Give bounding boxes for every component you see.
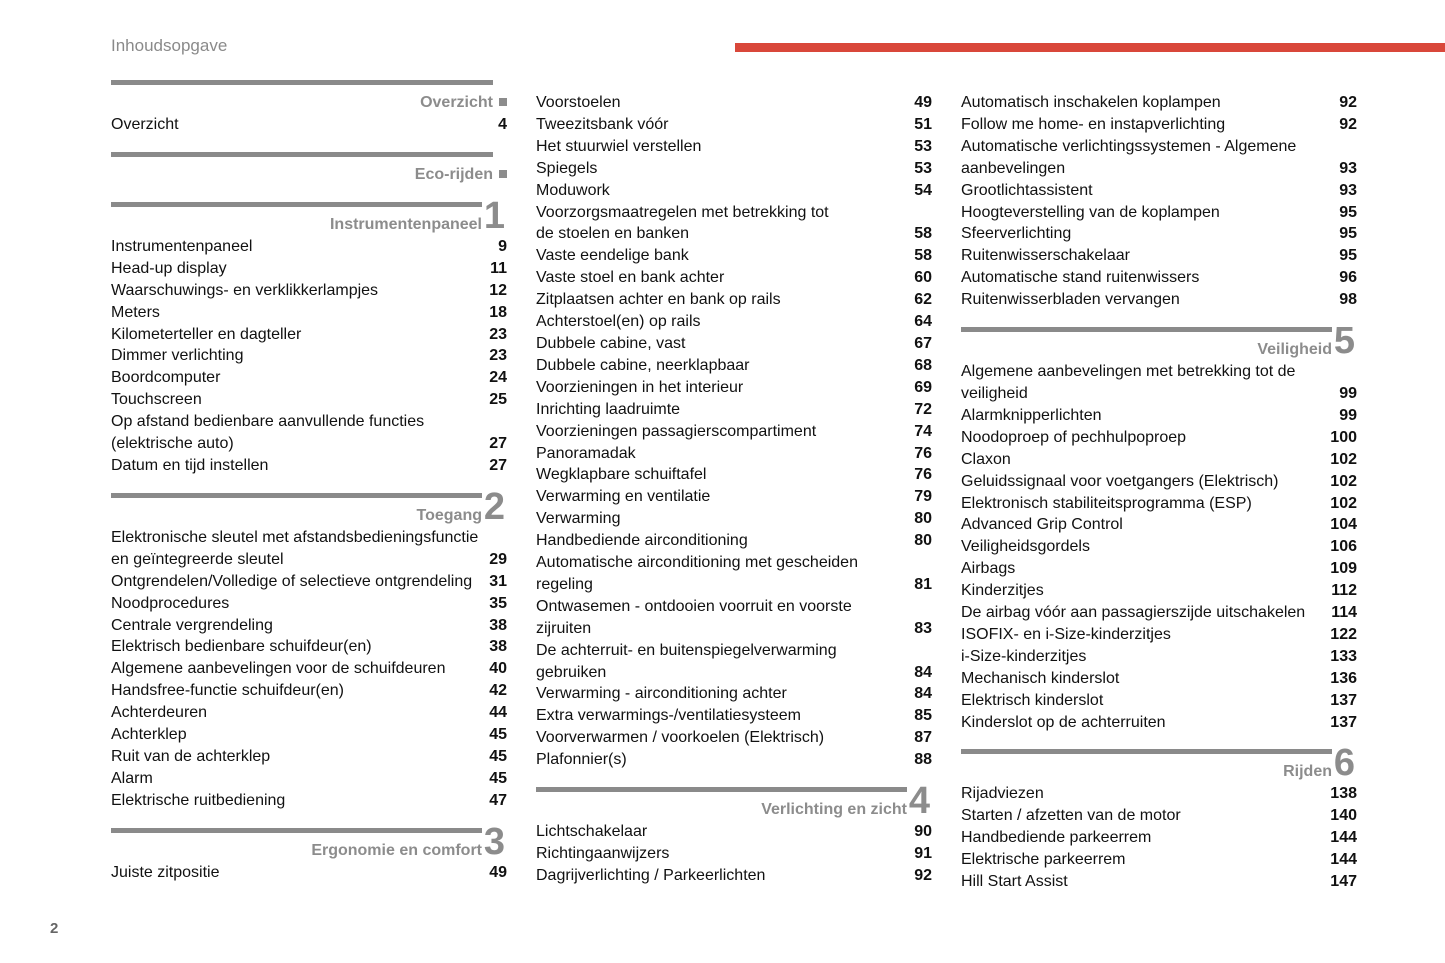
section-header <box>111 152 507 186</box>
toc-entry-page: 60 <box>914 269 932 287</box>
toc-entry[interactable] <box>961 361 1357 405</box>
toc-entry-title: Automatisch inschakelen koplampen <box>961 94 1221 111</box>
toc-entry[interactable] <box>961 827 1357 849</box>
toc-entry-title: Claxon <box>961 450 1011 468</box>
toc-entry[interactable] <box>536 843 932 865</box>
toc-entry[interactable] <box>961 449 1357 471</box>
toc-entry-page: 102 <box>1330 494 1357 512</box>
toc-entry[interactable] <box>536 355 932 377</box>
toc-entry-title: Elektronische sleutel met afstandsbedieningsfunctie en geïntegreerde sleutel <box>111 528 479 568</box>
toc-entry-page: 45 <box>489 769 507 787</box>
section-title[interactable]: Verlichting en zicht <box>761 801 907 819</box>
toc-entry-title: ISOFIX- en i-Size-kinderzitjes <box>961 625 1171 643</box>
toc-entry-title: Handsfree-functie schuifdeur(en) <box>111 682 345 700</box>
toc-entry-title: Geluidssignaal voor voetgangers (Elektrisch) <box>961 472 1279 490</box>
toc-entry-page: 31 <box>489 572 507 590</box>
toc-entry-page: 69 <box>914 378 932 396</box>
toc-entry-page: 80 <box>914 532 932 550</box>
toc-entry-page: 122 <box>1330 625 1357 643</box>
accent-bar <box>735 43 1445 52</box>
toc-entry-title: Verwarming <box>536 510 621 528</box>
toc-entry-page: 51 <box>914 115 932 133</box>
toc-entry-page: 93 <box>1339 159 1357 177</box>
toc-entry[interactable] <box>961 136 1357 180</box>
toc-entry-title: Noodoproep of pechhulpoproep <box>961 428 1187 446</box>
toc-entry-title: Head-up display <box>111 259 227 277</box>
toc-entry-title: Elektrische parkeerrem <box>961 851 1126 869</box>
toc-entry-title: Inrichting laadruimte <box>536 400 681 418</box>
toc-entry-page: 74 <box>914 422 932 440</box>
toc-entry[interactable] <box>536 865 932 887</box>
toc-entry-title: Dagrijverlichting / Parkeerlichten <box>536 866 766 884</box>
toc-entry[interactable] <box>961 514 1357 536</box>
toc-entry-page: 27 <box>489 456 507 474</box>
toc-entry-page: 98 <box>1339 291 1357 309</box>
toc-entry-page: 23 <box>489 325 507 343</box>
toc-entry-title: Hill Start Assist <box>961 873 1068 891</box>
toc-entry-title: Juiste zitpositie <box>111 863 220 881</box>
section-header <box>961 742 1357 785</box>
toc-column-3 <box>961 92 1357 893</box>
toc-entry[interactable] <box>111 658 507 680</box>
toc-entry-page: 83 <box>914 619 932 637</box>
toc-entry-page: 76 <box>914 466 932 484</box>
toc-entry-title: Wegklapbare schuiftafel <box>536 466 707 484</box>
toc-entry[interactable] <box>536 158 932 180</box>
toc-entry-title: Voorstoelen <box>536 94 621 111</box>
toc-entry-title: Voorzieningen passagierscompartiment <box>536 422 817 440</box>
toc-entry[interactable] <box>536 443 932 465</box>
toc-entry[interactable] <box>111 324 507 346</box>
toc-entry-page: 47 <box>489 791 507 809</box>
toc-entry-title: Kinderslot op de achterruiten <box>961 713 1166 731</box>
toc-entry-title: Sfeerverlichting <box>961 225 1072 243</box>
toc-entry-title: Ontgrendelen/Volledige of selectieve ontgrendeling <box>111 572 473 590</box>
toc-entry-page: 9 <box>498 237 507 255</box>
toc-entry[interactable] <box>536 202 932 246</box>
toc-entry-page: 38 <box>489 616 507 634</box>
toc-entry-page: 67 <box>914 334 932 352</box>
toc-entry[interactable] <box>536 705 932 727</box>
toc-entry-page: 106 <box>1330 538 1357 556</box>
square-marker-icon <box>499 170 507 178</box>
toc-entry-page: 44 <box>489 704 507 722</box>
toc-entry-title: Voorverwarmen / voorkoelen (Elektrisch) <box>536 729 825 747</box>
toc-entry-title: Op afstand bedienbare aanvullende functies (elektrische auto) <box>111 413 425 453</box>
section-rule <box>111 80 493 85</box>
toc-entry-page: 104 <box>1330 516 1357 534</box>
section-rule <box>961 327 1332 332</box>
toc-entry-title: Extra verwarmings-/ventilatiesysteem <box>536 707 801 725</box>
page-header-title: Inhoudsopgave <box>111 36 228 55</box>
toc-entry[interactable] <box>536 749 932 771</box>
toc-entry-title: Waarschuwings- en verklikkerlampjes <box>111 281 379 299</box>
toc-entry-page: 109 <box>1330 560 1357 578</box>
toc-entry-page: 92 <box>1339 115 1357 133</box>
toc-entry-title: Panoramadak <box>536 444 636 462</box>
toc-entry-page: 45 <box>489 726 507 744</box>
toc-entry-page: 136 <box>1330 669 1357 687</box>
toc-entry-title: Touchscreen <box>111 391 202 409</box>
toc-entry-title: Kilometerteller en dagteller <box>111 325 302 343</box>
section-header <box>111 485 507 528</box>
toc-entry[interactable] <box>111 280 507 302</box>
toc-entry[interactable] <box>536 92 932 114</box>
toc-entry-title: Automatische stand ruitenwissers <box>961 269 1200 287</box>
toc-entry-page: 58 <box>914 247 932 265</box>
toc-entry-title: Grootlichtassistent <box>961 181 1093 199</box>
toc-entry-page: 92 <box>914 866 932 884</box>
toc-entry-title: Verwarming en ventilatie <box>536 488 711 506</box>
toc-entry[interactable] <box>961 427 1357 449</box>
section-title[interactable]: Rijden <box>1283 763 1332 781</box>
toc-entry[interactable] <box>536 377 932 399</box>
toc-entry-page: 80 <box>914 510 932 528</box>
toc-entry-title: Airbags <box>961 560 1016 578</box>
toc-entry[interactable] <box>961 849 1357 871</box>
toc-entry-title: Starten / afzetten van de motor <box>961 807 1181 825</box>
toc-entry-title: De achterruit- en buitenspiegelverwarming gebruiken <box>536 641 837 681</box>
toc-entry[interactable] <box>111 724 507 746</box>
chapter-number: 2 <box>483 485 505 528</box>
toc-entry[interactable] <box>961 471 1357 493</box>
toc-entry-title: Boordcomputer <box>111 369 221 387</box>
toc-entry-title: Achterstoel(en) op rails <box>536 313 701 331</box>
toc-entry[interactable] <box>961 223 1357 245</box>
toc-entry-title: Elektrisch bedienbare schuifdeur(en) <box>111 638 372 656</box>
section-header <box>111 80 507 114</box>
toc-entry-title: Mechanisch kinderslot <box>961 669 1120 687</box>
toc-entry[interactable] <box>961 180 1357 202</box>
section-rule <box>111 152 493 157</box>
toc-entry-title: Noodprocedures <box>111 594 230 612</box>
toc-entry-page: 87 <box>914 729 932 747</box>
toc-entry[interactable] <box>961 646 1357 668</box>
toc-entry-title: Handbediende parkeerrem <box>961 829 1152 847</box>
toc-entry[interactable] <box>961 558 1357 580</box>
toc-entry[interactable] <box>111 593 507 615</box>
toc-entry-title: Follow me home- en instapverlichting <box>961 115 1226 133</box>
toc-entry[interactable] <box>961 114 1357 136</box>
toc-entry-title: Automatische verlichtingssystemen - Algemene aanbevelingen <box>961 137 1297 177</box>
toc-entry-page: 58 <box>914 225 932 243</box>
toc-entry-title: Ruitenwisserschakelaar <box>961 247 1130 265</box>
toc-entry-title: Advanced Grip Control <box>961 516 1123 534</box>
toc-entry[interactable] <box>111 702 507 724</box>
toc-entry-title: Ontwasemen - ontdooien voorruit en voorste zijruiten <box>536 597 852 637</box>
toc-entry[interactable] <box>111 345 507 367</box>
toc-entry-title: Moduwork <box>536 181 610 199</box>
toc-entry[interactable] <box>536 640 932 684</box>
toc-entry-page: 49 <box>489 863 507 881</box>
chapter-number: 4 <box>908 780 930 823</box>
toc-column-1 <box>111 64 507 884</box>
toc-entry[interactable] <box>111 114 507 136</box>
toc-entry[interactable] <box>536 245 932 267</box>
toc-entry-title: De airbag vóór aan passagierszijde uitschakelen <box>961 604 1306 622</box>
toc-entry-page: 137 <box>1330 691 1357 709</box>
toc-entry-page: 27 <box>489 435 507 453</box>
chapter-number: 5 <box>1333 320 1355 363</box>
toc-entry-page: 102 <box>1330 472 1357 490</box>
toc-entry-page: 95 <box>1339 247 1357 265</box>
toc-entry-page: 29 <box>489 550 507 568</box>
section-header <box>536 780 932 823</box>
toc-entry[interactable] <box>536 508 932 530</box>
toc-entry-page: 38 <box>489 638 507 656</box>
toc-entry-title: Lichtschakelaar <box>536 823 648 841</box>
section-header <box>111 820 507 863</box>
toc-entry-title: Instrumentenpaneel <box>111 237 253 255</box>
toc-entry[interactable] <box>536 596 932 640</box>
toc-entry[interactable] <box>111 636 507 658</box>
toc-entry-page: 90 <box>914 823 932 841</box>
toc-entry[interactable] <box>536 821 932 843</box>
toc-entry[interactable] <box>536 727 932 749</box>
toc-entry-page: 62 <box>914 291 932 309</box>
toc-entry[interactable] <box>961 267 1357 289</box>
toc-entry-title: Vaste stoel en bank achter <box>536 269 725 287</box>
toc-entry-page: 133 <box>1330 647 1357 665</box>
toc-entry-page: 53 <box>914 137 932 155</box>
toc-entry-title: Hoogteverstelling van de koplampen <box>961 203 1220 221</box>
toc-entry-page: 138 <box>1330 785 1357 803</box>
toc-entry-title: Handbediende airconditioning <box>536 532 748 550</box>
chapter-number: 3 <box>483 820 505 863</box>
chapter-number: 6 <box>1333 742 1355 785</box>
toc-entry-page: 93 <box>1339 181 1357 199</box>
toc-entry-page: 40 <box>489 660 507 678</box>
toc-entry-title: Meters <box>111 303 160 321</box>
toc-entry[interactable] <box>961 536 1357 558</box>
section-rule <box>111 828 482 833</box>
toc-entry-title: Verwarming - airconditioning achter <box>536 685 787 703</box>
section-header <box>961 320 1357 363</box>
toc-entry[interactable] <box>111 302 507 324</box>
toc-entry-page: 99 <box>1339 406 1357 424</box>
toc-entry[interactable] <box>111 411 507 455</box>
toc-entry-title: Richtingaanwijzers <box>536 845 670 862</box>
toc-entry-title: Kinderzitjes <box>961 582 1044 600</box>
section-header <box>111 194 507 237</box>
toc-entry[interactable] <box>111 389 507 411</box>
section-title[interactable]: Ergonomie en comfort <box>311 841 482 859</box>
toc-entry-title: Veiligheidsgordels <box>961 538 1090 556</box>
toc-entry-page: 96 <box>1339 269 1357 287</box>
section-title[interactable]: Toegang <box>416 506 482 524</box>
toc-entry-page: 64 <box>914 313 932 331</box>
toc-entry[interactable] <box>536 136 932 158</box>
toc-entry-page: 54 <box>914 181 932 199</box>
toc-entry[interactable] <box>111 615 507 637</box>
toc-entry[interactable] <box>536 289 932 311</box>
toc-entry[interactable] <box>111 746 507 768</box>
toc-entry-page: 112 <box>1331 582 1357 600</box>
toc-entry[interactable] <box>961 805 1357 827</box>
toc-entry[interactable] <box>961 493 1357 515</box>
section-title[interactable]: Eco-rijden <box>414 165 493 183</box>
toc-entry-page: 12 <box>489 281 507 299</box>
toc-entry-title: Ruit van de achterklep <box>111 747 271 765</box>
toc-entry-page: 100 <box>1330 428 1357 446</box>
toc-entry[interactable] <box>536 399 932 421</box>
toc-entry-title: Dubbele cabine, vast <box>536 334 686 352</box>
toc-entry[interactable] <box>961 289 1357 311</box>
toc-column-2 <box>536 92 932 887</box>
toc-entry[interactable] <box>536 486 932 508</box>
toc-entry[interactable] <box>536 333 932 355</box>
toc-entry[interactable] <box>536 530 932 552</box>
toc-entry-title: Elektrische ruitbediening <box>111 791 286 809</box>
page-number: 2 <box>50 920 59 937</box>
toc-entry-page: 76 <box>914 444 932 462</box>
toc-entry[interactable] <box>111 367 507 389</box>
section-title[interactable]: Veiligheid <box>1257 341 1332 359</box>
toc-entry[interactable] <box>961 690 1357 712</box>
toc-entry-page: 11 <box>490 259 507 277</box>
toc-entry[interactable] <box>961 712 1357 734</box>
toc-entry-title: Overzicht <box>111 116 179 133</box>
toc-entry-page: 18 <box>489 303 507 321</box>
toc-entry-title: Centrale vergrendeling <box>111 616 273 634</box>
toc-entry-title: Plafonnier(s) <box>536 751 627 769</box>
toc-entry-page: 91 <box>914 845 932 862</box>
toc-entry-page: 25 <box>489 391 507 409</box>
toc-entry-page: 95 <box>1339 225 1357 243</box>
toc-entry[interactable] <box>961 602 1357 624</box>
chapter-number: 1 <box>483 194 505 237</box>
toc-entry[interactable] <box>111 258 507 280</box>
toc-entry[interactable] <box>111 680 507 702</box>
section-title[interactable]: Overzicht <box>420 94 493 111</box>
section-rule <box>111 202 482 207</box>
toc-entry-title: Spiegels <box>536 159 598 177</box>
toc-entry-title: Achterdeuren <box>111 704 208 722</box>
toc-entry-title: Alarm <box>111 769 153 787</box>
toc-entry-title: Automatische airconditioning met gescheiden regeling <box>536 554 858 593</box>
square-marker-icon <box>499 98 507 106</box>
toc-entry[interactable] <box>961 245 1357 267</box>
toc-entry[interactable] <box>536 464 932 486</box>
section-title[interactable]: Instrumentenpaneel <box>329 215 482 233</box>
toc-entry-page: 99 <box>1339 384 1357 402</box>
toc-entry-title: i-Size-kinderzitjes <box>961 647 1087 665</box>
toc-entry[interactable] <box>961 202 1357 224</box>
toc-entry-page: 42 <box>489 682 507 700</box>
toc-entry-page: 95 <box>1339 203 1357 221</box>
toc-entry-title: Dimmer verlichting <box>111 347 244 365</box>
toc-entry-title: Rijadviezen <box>961 785 1044 803</box>
toc-entry-title: Dubbele cabine, neerklapbaar <box>536 356 750 374</box>
toc-entry-title: Elektronisch stabiliteitsprogramma (ESP) <box>961 494 1252 512</box>
toc-entry-page: 72 <box>914 400 932 418</box>
toc-entry-page: 4 <box>498 116 507 133</box>
section-rule <box>111 493 482 498</box>
toc-entry-page: 144 <box>1330 829 1357 847</box>
toc-entry-title: Elektrisch kinderslot <box>961 691 1104 709</box>
toc-entry-page: 84 <box>914 663 932 681</box>
toc-entry-title: Zitplaatsen achter en bank op rails <box>536 291 781 309</box>
toc-entry[interactable] <box>111 236 507 258</box>
toc-entry[interactable] <box>536 552 932 596</box>
toc-entry-title: Achterklep <box>111 726 187 744</box>
toc-entry[interactable] <box>961 783 1357 805</box>
toc-entry[interactable] <box>111 527 507 571</box>
toc-entry-page: 81 <box>914 575 932 593</box>
section-rule <box>536 787 907 792</box>
toc-entry-title: Voorzieningen in het interieur <box>536 378 744 396</box>
toc-entry-title: Tweezitsbank vóór <box>536 115 669 133</box>
toc-entry-title: Het stuurwiel verstellen <box>536 137 702 155</box>
toc-entry[interactable] <box>536 683 932 705</box>
toc-entry[interactable] <box>961 624 1357 646</box>
toc-entry[interactable] <box>961 580 1357 602</box>
toc-entry[interactable] <box>536 114 932 136</box>
toc-entry[interactable] <box>961 405 1357 427</box>
toc-entry-page: 92 <box>1339 94 1357 111</box>
toc-entry[interactable] <box>961 668 1357 690</box>
toc-entry-title: Algemene aanbevelingen met betrekking tot de veiligheid <box>961 363 1296 402</box>
toc-entry-title: Datum en tijd instellen <box>111 456 269 474</box>
toc-entry[interactable] <box>111 790 507 812</box>
section-rule <box>961 749 1332 754</box>
toc-entry-page: 85 <box>914 707 932 725</box>
toc-entry-title: Ruitenwisserbladen vervangen <box>961 291 1180 309</box>
toc-entry[interactable] <box>111 571 507 593</box>
toc-entry-page: 79 <box>914 488 932 506</box>
toc-entry-page: 35 <box>489 594 507 612</box>
toc-entry[interactable] <box>961 92 1357 114</box>
toc-entry-page: 137 <box>1330 713 1357 731</box>
toc-entry-page: 147 <box>1330 873 1357 891</box>
toc-entry[interactable] <box>536 311 932 333</box>
toc-entry[interactable] <box>536 180 932 202</box>
toc-entry[interactable] <box>961 871 1357 893</box>
toc-entry-page: 45 <box>489 747 507 765</box>
toc-entry-page: 68 <box>914 356 932 374</box>
toc-entry-page: 140 <box>1330 807 1357 825</box>
toc-entry[interactable] <box>111 455 507 477</box>
toc-entry[interactable] <box>536 421 932 443</box>
toc-entry-page: 88 <box>914 751 932 769</box>
toc-entry-title: Voorzorgsmaatregelen met betrekking tot de stoelen en banken <box>536 203 829 243</box>
toc-entry-title: Alarmknipperlichten <box>961 406 1102 424</box>
toc-entry[interactable] <box>536 267 932 289</box>
toc-entry[interactable] <box>111 768 507 790</box>
toc-entry-title: Vaste eendelige bank <box>536 247 689 265</box>
toc-entry-page: 23 <box>489 347 507 365</box>
toc-entry-page: 102 <box>1330 450 1357 468</box>
toc-entry[interactable] <box>111 862 507 884</box>
toc-entry-page: 53 <box>914 159 932 177</box>
toc-entry-page: 24 <box>489 369 507 387</box>
toc-entry-page: 144 <box>1330 851 1357 869</box>
toc-entry-page: 84 <box>914 685 932 703</box>
toc-entry-page: 49 <box>914 94 932 111</box>
toc-entry-page: 114 <box>1331 604 1357 622</box>
toc-entry-title: Algemene aanbevelingen voor de schuifdeuren <box>111 660 446 678</box>
